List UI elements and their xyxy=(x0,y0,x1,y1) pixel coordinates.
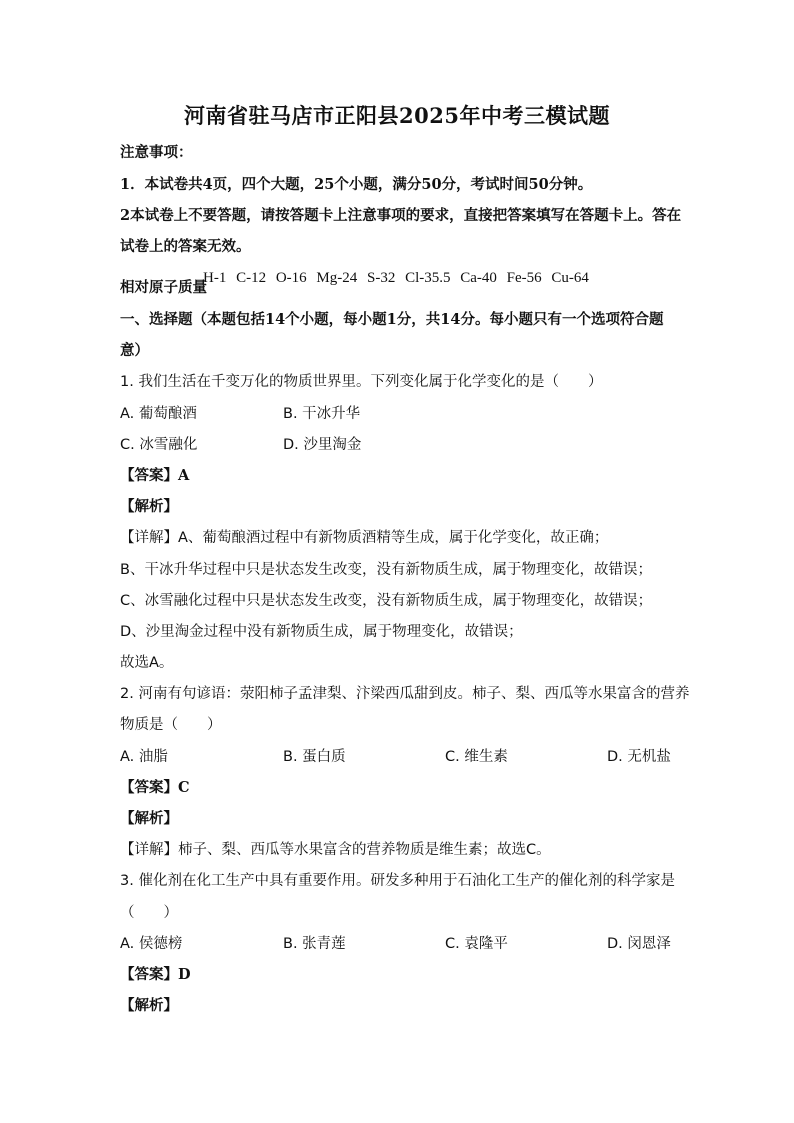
relative-atomic-mass-label: 相对原子质量 xyxy=(120,279,207,296)
question-3-option-c: C. 袁隆平 xyxy=(445,936,508,952)
notes-item-1: 1．本试卷共4页，四个大题，25个小题，满分50分，考试时间50分钟。 xyxy=(120,176,593,193)
question-1-answer: 【答案】A xyxy=(120,467,190,484)
question-1-option-c: C. 冰雪融化 xyxy=(120,437,198,453)
question-2-option-b: B. 蛋白质 xyxy=(283,749,346,765)
notes-item-2-line-1: 2本试卷上不要答题，请按答题卡上注意事项的要求，直接把答案填写在答题卡上。答在 xyxy=(120,207,682,224)
question-2-option-a: A. 油脂 xyxy=(120,749,168,765)
question-2-stem-line-2: 物质是（ ） xyxy=(120,717,222,733)
question-3-stem-line-2: （ ） xyxy=(120,905,178,921)
question-1-stem: 1. 我们生活在千变万化的物质世界里。下列变化属于化学变化的是（ ） xyxy=(120,374,603,390)
question-3-answer: 【答案】D xyxy=(120,966,191,983)
question-2-stem-line-1: 2. 河南有句谚语：荥阳柿子孟津梨、汴梁西瓜甜到皮。柿子、梨、西瓜等水果富含的营养 xyxy=(120,686,690,702)
notes-heading: 注意事项： xyxy=(120,144,193,161)
question-1-analysis-heading: 【解析】 xyxy=(120,498,178,515)
section-1-heading-line-1: 一、选择题（本题包括14个小题，每小题1分，共14分。每小题只有一个选项符合题 xyxy=(120,311,664,328)
question-3-analysis-heading: 【解析】 xyxy=(120,997,178,1014)
question-1-option-d: D. 沙里淘金 xyxy=(283,437,362,453)
question-1-detail-line: 【详解】A、葡萄酿酒过程中有新物质酒精等生成，属于化学变化，故正确； xyxy=(120,530,609,546)
question-3-option-d: D. 闵恩泽 xyxy=(607,936,671,952)
question-1-option-b: B. 干冰升华 xyxy=(283,406,361,422)
question-1-detail-line: B、干冰升华过程中只是状态发生改变，没有新物质生成，属于物理变化，故错误； xyxy=(120,562,652,578)
notes-item-2-line-2: 试卷上的答案无效。 xyxy=(120,238,251,255)
question-3-stem-line-1: 3. 催化剂在化工生产中具有重要作用。研发多种用于石油化工生产的催化剂的科学家是 xyxy=(120,873,675,889)
question-2-analysis-heading: 【解析】 xyxy=(120,810,178,827)
question-1-conclusion: 故选A。 xyxy=(120,655,174,671)
section-1-heading-line-2: 意） xyxy=(120,342,149,359)
question-1-option-a: A. 葡萄酿酒 xyxy=(120,406,197,422)
question-2-option-d: D. 无机盐 xyxy=(607,749,671,765)
question-3-option-b: B. 张青莲 xyxy=(283,936,346,952)
question-1-detail-line: D、沙里淘金过程中没有新物质生成，属于物理变化，故错误； xyxy=(120,624,523,640)
page-title: 河南省驻马店市正阳县2025年中考三模试题 xyxy=(184,103,610,128)
question-2-option-c: C. 维生素 xyxy=(445,749,508,765)
question-3-option-a: A. 侯德榜 xyxy=(120,936,183,952)
question-2-detail: 【详解】柿子、梨、西瓜等水果富含的营养物质是维生素；故选C。 xyxy=(120,842,551,858)
relative-atomic-mass-values: H-1 C-12 O-16 Mg-24 S-32 Cl-35.5 Ca-40 Fe-56 Cu-64 xyxy=(203,270,589,286)
question-2-answer: 【答案】C xyxy=(120,779,190,796)
question-1-detail-line: C、冰雪融化过程中只是状态发生改变，没有新物质生成，属于物理变化，故错误； xyxy=(120,593,653,609)
